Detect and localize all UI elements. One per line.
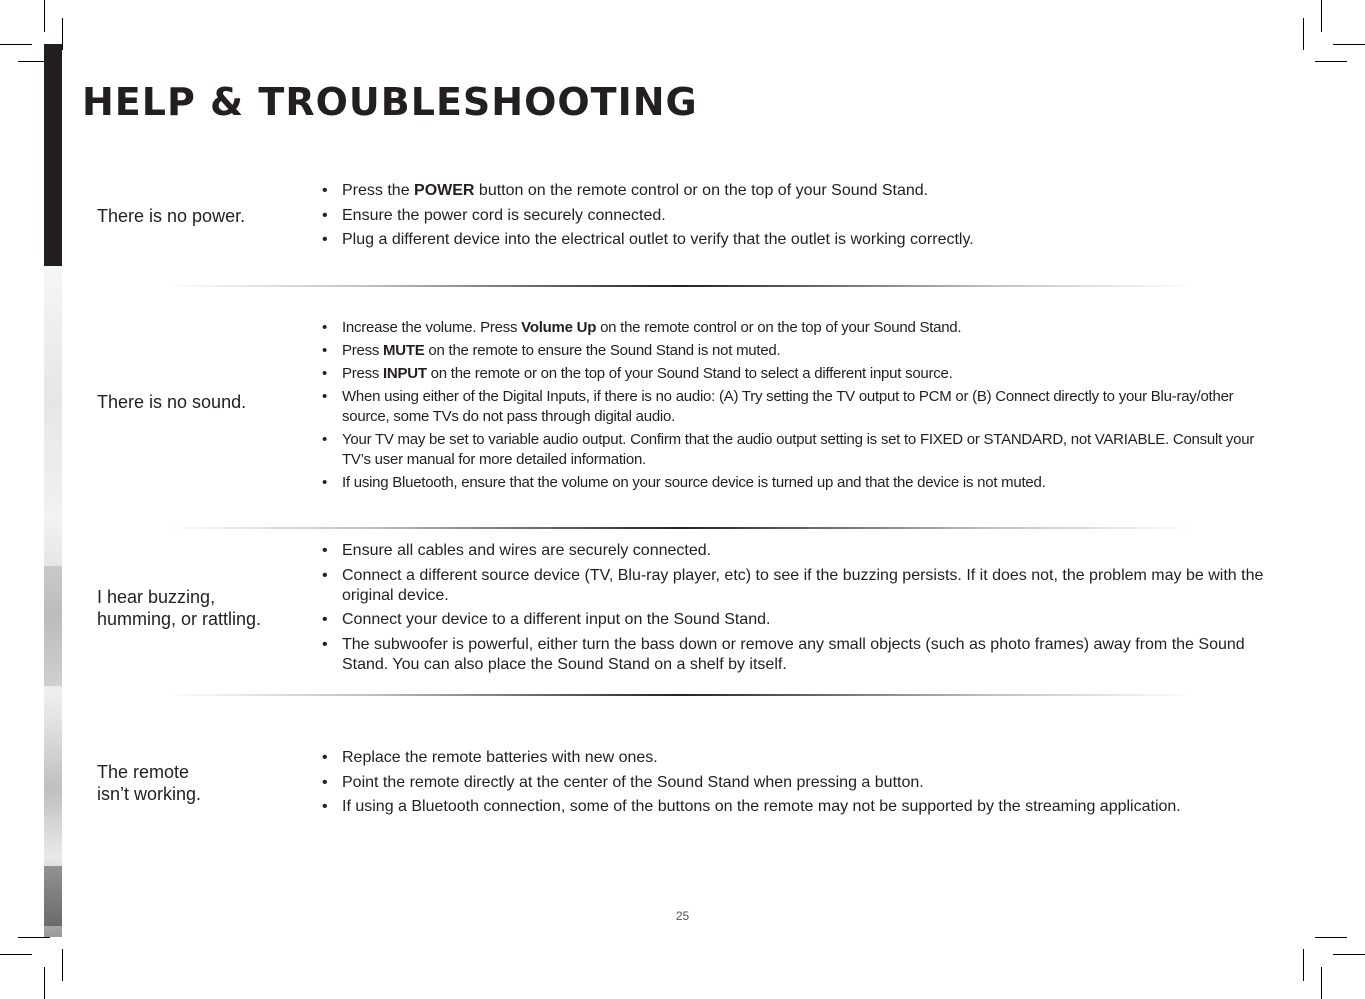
crop-mark	[1303, 18, 1304, 50]
crop-mark	[62, 949, 63, 981]
bullet-item: • Your TV may be set to variable audio output. Confirm that the audio output setting is set to FIXED or STANDARD, not VARIABLE. Consult your TV’s user manual for more detailed information.	[322, 430, 1282, 470]
bullet-item: • When using either of the Digital Inputs, if there is no audio: (A) Try setting the TV output to PCM or (B) Connect directly to your Blu-ray/other source, some TVs do not pass through digital audio.	[322, 387, 1282, 427]
issue-no-sound: There is no sound.	[97, 392, 247, 412]
bullet-item: • Replace the remote batteries with new ones.	[322, 748, 1282, 768]
bullet-list-remote	[322, 748, 1282, 822]
bullet-item: • Connect your device to a different input on the Sound Stand.	[322, 610, 1282, 630]
bullet-item: • The subwoofer is powerful, either turn the bass down or remove any small objects (such as photo frames) away from the Sound Stand. You can also place the Sound Stand on a shelf by itself.	[322, 635, 1282, 675]
bullet-list-no-power	[322, 181, 1282, 255]
page-title: HELP & TROUBLESHOOTING	[82, 80, 698, 124]
bullet-list-no-sound	[322, 318, 1282, 496]
crop-mark	[0, 954, 32, 955]
issue-remote: The remote isn’t working.	[97, 762, 202, 804]
page-number: 25	[675, 909, 690, 923]
crop-mark	[18, 937, 50, 938]
bullet-item: • Ensure the power cord is securely connected.	[322, 206, 1282, 226]
bullet-item: • Press the POWER button on the remote control or on the top of your Sound Stand.	[322, 181, 1282, 201]
bullet-item: • Ensure all cables and wires are securely connected.	[322, 541, 1282, 561]
section-divider	[165, 285, 1195, 287]
issue-no-power: There is no power.	[97, 206, 246, 226]
crop-mark	[1315, 61, 1347, 62]
bullet-item: • If using a Bluetooth connection, some of the buttons on the remote may not be supported by the streaming application.	[322, 797, 1282, 817]
crop-mark	[1333, 954, 1365, 955]
bullet-item: • Point the remote directly at the center of the Sound Stand when pressing a button.	[322, 773, 1282, 793]
crop-mark	[1303, 949, 1304, 981]
section-divider	[165, 694, 1195, 696]
bullet-item: • Plug a different device into the electrical outlet to verify that the outlet is working correctly.	[322, 230, 1282, 250]
crop-mark	[44, 0, 45, 32]
bullet-item: • Increase the volume. Press Volume Up on the remote control or on the top of your Sound Stand.	[322, 318, 1282, 338]
crop-mark	[1333, 44, 1365, 45]
crop-mark	[0, 44, 32, 45]
crop-mark	[62, 18, 63, 50]
crop-mark	[1321, 0, 1322, 32]
side-photo-strip	[44, 266, 62, 937]
bullet-item: • If using Bluetooth, ensure that the volume on your source device is turned up and that the device is not muted.	[322, 473, 1282, 493]
issue-buzzing: I hear buzzing, humming, or rattling.	[97, 587, 262, 629]
bullet-item: • Press INPUT on the remote or on the top of your Sound Stand to select a different input source.	[322, 364, 1282, 384]
bullet-list-buzzing	[322, 541, 1282, 679]
crop-mark	[44, 967, 45, 999]
section-divider	[165, 527, 1195, 529]
crop-mark	[1321, 967, 1322, 999]
crop-mark	[1315, 937, 1347, 938]
bullet-item: • Press MUTE on the remote to ensure the Sound Stand is not muted.	[322, 341, 1282, 361]
bullet-item: • Connect a different source device (TV, Blu-ray player, etc) to see if the buzzing persists. If it does not, the problem may be with the original device.	[322, 566, 1282, 606]
side-accent-bar	[44, 44, 62, 266]
